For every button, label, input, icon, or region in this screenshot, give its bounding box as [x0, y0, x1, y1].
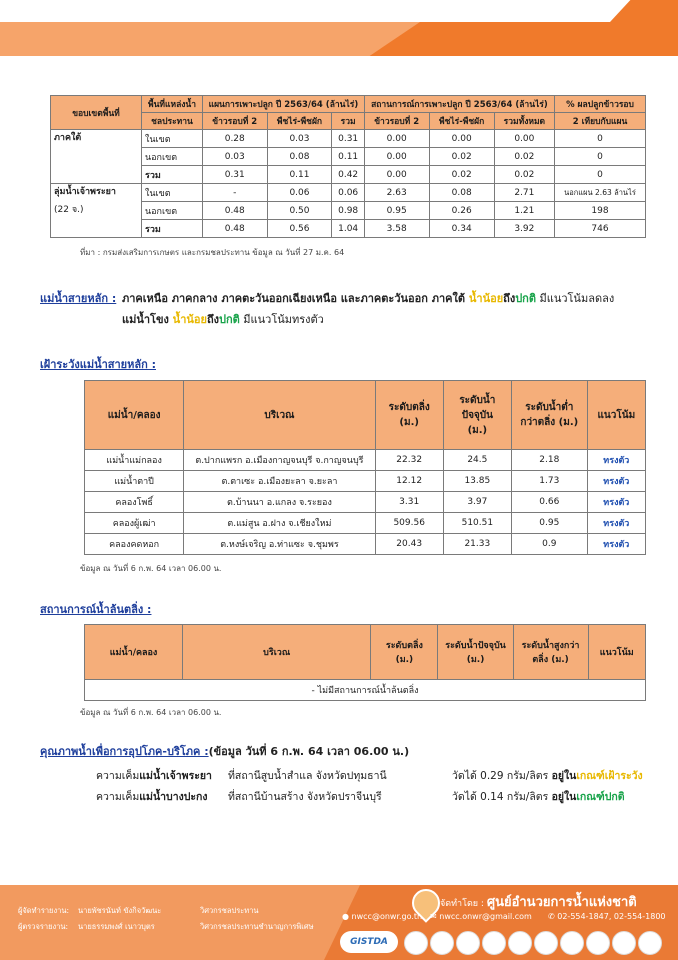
cell: 0	[555, 166, 646, 184]
th-fieldb: พืชไร่-พืชผัก	[429, 113, 494, 130]
main-river-line2-text: แม่น้ำโขง	[122, 313, 173, 326]
watch-title: เฝ้าระวังแม่น้ำสายหลัก :	[40, 358, 156, 371]
th-river: แม่น้ำ/คลอง	[85, 381, 184, 450]
overflow-empty: - ไม่มีสถานการณ์น้ำล้นตลิ่ง	[85, 680, 646, 701]
status-normal: ปกติ	[515, 292, 536, 305]
overflow-note: ข้อมูล ณ วันที่ 6 ก.พ. 64 เวลา 06.00 น.	[80, 708, 222, 717]
cell-river: คลองคดหอก	[85, 534, 184, 555]
cell: 0.02	[494, 166, 554, 184]
cell-area: ต.ตาเซะ อ.เมืองยะลา จ.ยะลา	[184, 471, 375, 492]
cell: 20.43	[375, 534, 443, 555]
th-area: บริเวณ	[184, 381, 375, 450]
cell: 0.28	[203, 130, 268, 148]
cell: 0	[555, 130, 646, 148]
quality-value: วัดได้ 0.29 กรัม/ลิตร	[452, 770, 549, 782]
table-row	[85, 534, 646, 555]
status-normal: ปกติ	[218, 313, 240, 326]
phone-text: 02-554-1847, 02-554-1800	[557, 912, 666, 921]
region-south: ภาคใต้	[51, 130, 142, 184]
mail-icon: ✉	[430, 912, 437, 921]
quality-value: วัดได้ 0.14 กรัม/ลิตร	[452, 791, 549, 803]
overflow-title: สถานการณ์น้ำล้นตลิ่ง :	[40, 603, 152, 616]
phone-icon: ✆	[548, 912, 555, 921]
th-above-bank: ระดับน้ำสูงกว่า ตลิ่ง (ม.)	[513, 625, 588, 680]
main-river-title: แม่น้ำสายหลัก :	[40, 292, 117, 305]
cell-river: คลองโพธิ์	[85, 492, 184, 513]
quality-measure	[452, 767, 643, 784]
quality-date: (ข้อมูล วันที่ 6 ก.พ. 64 เวลา 06.00 น.)	[208, 745, 410, 758]
table-row	[51, 184, 646, 202]
th-trend: แนวโน้ม	[588, 625, 646, 680]
cell: 0.06	[332, 184, 364, 202]
checked-by-label: ผู้ตรวจรายงาน:	[18, 922, 69, 931]
main-river-line2	[122, 310, 324, 328]
cell: 0.02	[429, 166, 494, 184]
cell: 3.97	[443, 492, 511, 513]
status-low: น้ำน้อย	[172, 313, 207, 326]
table-row	[51, 130, 646, 148]
cell: 0.00	[364, 130, 429, 148]
partner-logo	[560, 931, 584, 955]
quality-prefix: ความเค็ม	[96, 791, 140, 803]
cell: 22.32	[375, 450, 443, 471]
th-total: รวม	[332, 113, 364, 130]
partner-logo	[534, 931, 558, 955]
cell-area: ต.ปากแพรก อ.เมืองกาญจนบุรี จ.กาญจนบุรี	[184, 450, 375, 471]
cell: 0.56	[267, 220, 332, 238]
cell: -	[203, 184, 268, 202]
made-by-role: วิศวกรชลประทาน	[200, 906, 259, 915]
cell: 1.73	[511, 471, 587, 492]
row-label: นอกเขต	[142, 148, 203, 166]
cell: 509.56	[375, 513, 443, 534]
cell: 0.95	[511, 513, 587, 534]
th-zone: ขอบเขตพื้นที่	[51, 96, 142, 130]
cell: 1.04	[332, 220, 364, 238]
brand-name: ศูนย์อำนวยการน้ำแห่งชาติ	[486, 895, 637, 910]
th-irrigation: ชลประทาน	[142, 113, 203, 130]
cell-river: คลองผู้เฒ่า	[85, 513, 184, 534]
cell: 3.31	[375, 492, 443, 513]
cell: 0.50	[267, 202, 332, 220]
quality-row	[96, 788, 208, 805]
main-river-trend: มีแนวโน้มทรงตัว	[239, 313, 324, 326]
watch-note: ข้อมูล ณ วันที่ 6 ก.พ. 64 เวลา 06.00 น.	[80, 564, 222, 573]
cell: 0.00	[494, 130, 554, 148]
cell: 0.08	[267, 148, 332, 166]
cell: 0.98	[332, 202, 364, 220]
cell: 0.31	[203, 166, 268, 184]
main-river-to: ถึง	[503, 292, 516, 305]
brand	[440, 891, 637, 912]
partner-logos	[340, 931, 670, 955]
cell: 0.34	[429, 220, 494, 238]
cell-river: แม่น้ำแม่กลอง	[85, 450, 184, 471]
email-1[interactable]	[342, 912, 422, 921]
cell: 3.58	[364, 220, 429, 238]
cell-area: ต.บ้านนา อ.แกลง จ.ระยอง	[184, 492, 375, 513]
quality-level: เกณฑ์เฝ้าระวัง	[576, 770, 643, 782]
made-by: นายพัชรนันท์ ขังกิจวัฒนะ	[78, 906, 162, 915]
overflow-table	[84, 624, 646, 701]
quality-station: ที่สถานีบ้านสร้าง จังหวัดปราจีนบุรี	[228, 791, 382, 803]
th-status: สถานการณ์การเพาะปลูก ปี 2563/64 (ล้านไร่)	[364, 96, 554, 113]
partner-logo	[456, 931, 480, 955]
region-name: ลุ่มน้ำเจ้าพระยา	[54, 187, 116, 197]
row-label: ในเขต	[142, 184, 203, 202]
th-result2: 2 เทียบกับแผน	[555, 113, 646, 130]
cell: 0.26	[429, 202, 494, 220]
th-trend: แนวโน้ม	[587, 381, 645, 450]
cell-trend: ทรงตัว	[587, 492, 645, 513]
header-white	[0, 0, 678, 22]
th-current-level: ระดับน้ำปัจจุบัน (ม.)	[438, 625, 513, 680]
quality-prefix: ความเค็ม	[96, 770, 140, 782]
th-plan: แผนการเพาะปลูก ปี 2563/64 (ล้านไร่)	[203, 96, 365, 113]
th-grand-total: รวมทั้งหมด	[494, 113, 554, 130]
email-1-text: nwcc@onwr.go.th	[351, 912, 423, 921]
cell: 2.71	[494, 184, 554, 202]
quality-title-text: คุณภาพน้ำเพื่อการอุปโภค-บริโภค :	[40, 745, 209, 758]
status-low: น้ำน้อย	[468, 292, 504, 305]
main-river-line1-text: ภาคเหนือ ภาคกลาง ภาคตะวันออกเฉียงเหนือ และภาคตะวันออก ภาคใต้	[122, 292, 469, 305]
cell: 746	[555, 220, 646, 238]
quality-station: ที่สถานีสูบน้ำสำแล จังหวัดปทุมธานี	[228, 770, 387, 782]
cell: 510.51	[443, 513, 511, 534]
made-by-label: ผู้จัดทำรายงาน:	[18, 906, 69, 915]
cell: 0.00	[364, 166, 429, 184]
cell: 21.33	[443, 534, 511, 555]
checked-by: นายธรรมพงศ์ เนาวบุตร	[78, 922, 155, 931]
gistda-logo: GISTDA	[340, 931, 398, 953]
table1-source-note: ที่มา : กรมส่งเสริมการเกษตร และกรมชลประทาน ข้อมูล ณ วันที่ 27 ม.ค. 64	[80, 248, 345, 257]
email-2[interactable]	[430, 912, 532, 921]
cell: 24.5	[443, 450, 511, 471]
th-river: แม่น้ำ/คลอง	[85, 625, 183, 680]
phone	[548, 912, 666, 921]
th-area: บริเวณ	[183, 625, 371, 680]
cell: 1.21	[494, 202, 554, 220]
th-rice2b: ข้าวรอบที่ 2	[364, 113, 429, 130]
cell: 0.48	[203, 220, 268, 238]
quality-title	[40, 742, 409, 760]
cell: 0.11	[267, 166, 332, 184]
quality-level: เกณฑ์ปกติ	[576, 791, 625, 803]
cell: 0.03	[267, 130, 332, 148]
watch-table	[84, 380, 646, 555]
cell: 0.9	[511, 534, 587, 555]
th-field: พืชไร่-พืชผัก	[267, 113, 332, 130]
region-sub: (22 จ.)	[54, 205, 84, 215]
partner-logo	[508, 931, 532, 955]
cell: 0	[555, 148, 646, 166]
quality-in: อยู่ใน	[551, 770, 577, 782]
table-row	[85, 492, 646, 513]
table-row	[85, 471, 646, 492]
cell: 0.00	[429, 130, 494, 148]
cell: 3.92	[494, 220, 554, 238]
row-label: รวม	[142, 220, 203, 238]
cell-area: ต.หงษ์เจริญ อ.ท่าแซะ จ.ชุมพร	[184, 534, 375, 555]
row-label: รวม	[142, 166, 203, 184]
partner-logo	[612, 931, 636, 955]
quality-in: อยู่ใน	[551, 791, 577, 803]
cell: 0.95	[364, 202, 429, 220]
cell-trend: ทรงตัว	[587, 534, 645, 555]
cell: 0.31	[332, 130, 364, 148]
cell: 0.02	[429, 148, 494, 166]
cell: 0.08	[429, 184, 494, 202]
cell: 0.06	[267, 184, 332, 202]
cell: 0.42	[332, 166, 364, 184]
table-row	[85, 680, 646, 701]
cell: 198	[555, 202, 646, 220]
quality-river: แม่น้ำเจ้าพระยา	[139, 770, 212, 782]
partner-logo	[638, 931, 662, 955]
main-river-to: ถึง	[206, 313, 219, 326]
cell: 0.66	[511, 492, 587, 513]
header-stripe-light	[0, 22, 420, 56]
checked-by-role: วิศวกรชลประทานชำนาญการพิเศษ	[200, 922, 314, 931]
cell-area: ต.แม่สูน อ.ฝาง จ.เชียงใหม่	[184, 513, 375, 534]
cell: 12.12	[375, 471, 443, 492]
partner-logo	[404, 931, 428, 955]
cell: 0.03	[203, 148, 268, 166]
th-result: % ผลปลูกข้าวรอบ	[555, 96, 646, 113]
table-row	[85, 450, 646, 471]
th-below-bank: ระดับน้ำต่ำ กว่าตลิ่ง (ม.)	[511, 381, 587, 450]
partner-logo	[482, 931, 506, 955]
th-current-level: ระดับน้ำ ปัจจุบัน (ม.)	[443, 381, 511, 450]
region-chaophraya	[51, 184, 142, 238]
cell: นอกแผน 2.63 ล้านไร่	[555, 184, 646, 202]
cell: 2.18	[511, 450, 587, 471]
quality-row	[96, 767, 212, 784]
main-river-line1	[122, 289, 614, 307]
brand-prefix: จัดทำโดย :	[440, 899, 487, 909]
partner-logo	[586, 931, 610, 955]
cell-trend: ทรงตัว	[587, 450, 645, 471]
header-banner	[0, 0, 678, 56]
planting-table	[50, 95, 646, 238]
th-bank-level: ระดับตลิ่ง (ม.)	[371, 625, 438, 680]
row-label: นอกเขต	[142, 202, 203, 220]
cell-trend: ทรงตัว	[587, 471, 645, 492]
table-row	[85, 513, 646, 534]
cell: 0.00	[364, 148, 429, 166]
cell: 0.48	[203, 202, 268, 220]
main-river-trend: มีแนวโน้มลดลง	[535, 292, 615, 305]
th-rice2: ข้าวรอบที่ 2	[203, 113, 268, 130]
cell-river: แม่น้ำตาปี	[85, 471, 184, 492]
globe-icon: ●	[342, 912, 349, 921]
email-2-text: nwcc.onwr@gmail.com	[439, 912, 532, 921]
cell: 2.63	[364, 184, 429, 202]
footer	[0, 885, 678, 960]
cell-trend: ทรงตัว	[587, 513, 645, 534]
cell: 13.85	[443, 471, 511, 492]
quality-river: แม่น้ำบางปะกง	[139, 791, 208, 803]
th-bank-level: ระดับตลิ่ง (ม.)	[375, 381, 443, 450]
row-label: ในเขต	[142, 130, 203, 148]
partner-logo	[430, 931, 454, 955]
cell: 0.11	[332, 148, 364, 166]
th-water-area: พื้นที่แหล่งน้ำ	[142, 96, 203, 113]
quality-measure	[452, 788, 625, 805]
cell: 0.02	[494, 148, 554, 166]
